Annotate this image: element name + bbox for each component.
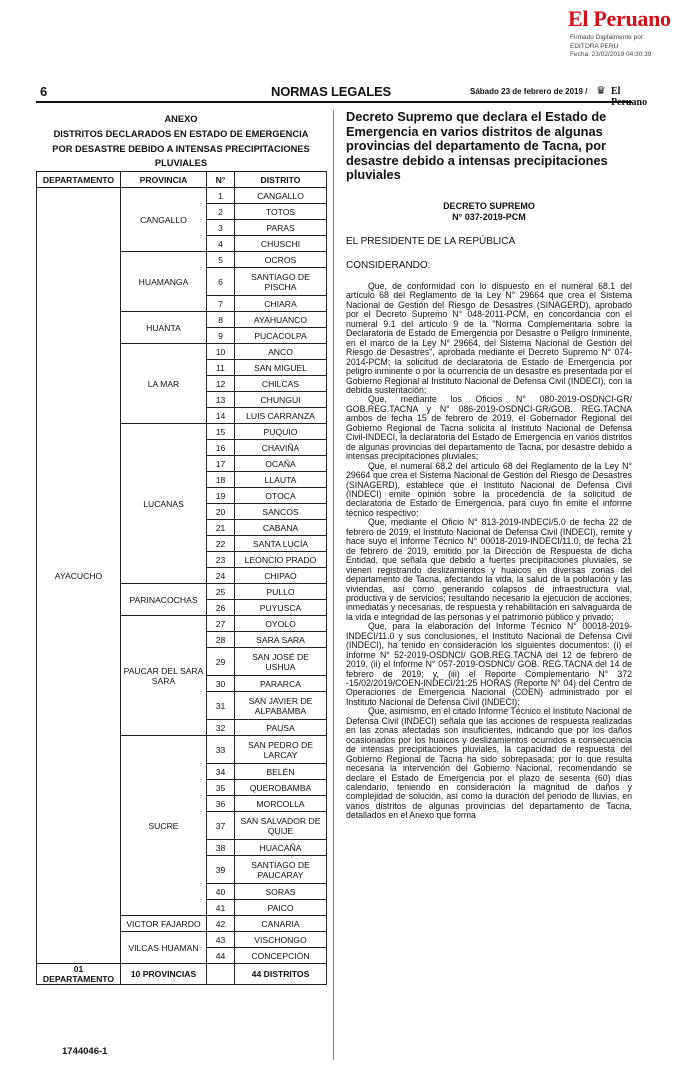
- coat-of-arms-icon: ♛: [596, 85, 606, 97]
- number-cell: 3: [207, 220, 235, 236]
- annex-heading: ANEXO: [164, 114, 198, 124]
- province-cell: HUAMANGA: [121, 252, 207, 312]
- district-cell: CHAVIÑA: [235, 440, 327, 456]
- number-cell: 29: [207, 648, 235, 676]
- number-cell: 28: [207, 632, 235, 648]
- annex-title-line: POR DESASTRE DEBIDO A INTENSAS PRECIPITACIONES: [52, 144, 310, 154]
- column-header: DISTRITO: [235, 172, 327, 188]
- annex-title-line: PLUVIALES: [154, 158, 208, 168]
- province-cell: CANGALLO: [121, 188, 207, 252]
- district-cell: SANTIAGO DE PISCHA: [235, 268, 327, 296]
- number-cell: 35: [207, 780, 235, 796]
- district-cell: LUIS CARRANZA: [235, 408, 327, 424]
- total-departments: 01 DEPARTAMENTO: [37, 964, 121, 985]
- district-cell: PAUSA: [235, 720, 327, 736]
- number-cell: 12: [207, 376, 235, 392]
- district-cell: PAICO: [235, 900, 327, 916]
- district-cell: MORCOLLA: [235, 796, 327, 812]
- digital-signature: [570, 34, 651, 60]
- district-cell: LEONCIO PRADO: [235, 552, 327, 568]
- column-header: N°: [207, 172, 235, 188]
- number-cell: 34: [207, 764, 235, 780]
- number-cell: 27: [207, 616, 235, 632]
- number-cell: 2: [207, 204, 235, 220]
- district-cell: SANTIAGO DE PAUCARAY: [235, 856, 327, 884]
- number-cell: 20: [207, 504, 235, 520]
- number-cell: 1: [207, 188, 235, 204]
- number-cell: 26: [207, 600, 235, 616]
- signature-line: EDITORA PERU: [570, 42, 619, 50]
- number-cell: 42: [207, 916, 235, 932]
- district-cell: QUEROBAMBA: [235, 780, 327, 796]
- district-cell: PUQUIO: [235, 424, 327, 440]
- number-cell: 25: [207, 584, 235, 600]
- district-cell: CHUSCHI: [235, 236, 327, 252]
- district-cell: BELÉN: [235, 764, 327, 780]
- number-cell: 40: [207, 884, 235, 900]
- district-cell: PARARCA: [235, 676, 327, 692]
- district-cell: SAN JAVIER DE ALPABAMBA: [235, 692, 327, 720]
- el-peruano-logo: El Peruano: [568, 6, 671, 31]
- number-cell: 13: [207, 392, 235, 408]
- number-cell: 9: [207, 328, 235, 344]
- district-cell: OTOCA: [235, 488, 327, 504]
- number-cell: 11: [207, 360, 235, 376]
- column-divider: [333, 110, 334, 1060]
- decree-title: Decreto Supremo que declara el Estado de Emergencia en varios distritos de algunas provincias del departamento de Tacna, por desastre debido a intensas precipitaciones pluviales: [346, 109, 608, 182]
- district-cell: CHIPAO: [235, 568, 327, 584]
- district-cell: PULLO: [235, 584, 327, 600]
- district-cell: SAN PEDRO DE LARCAY: [235, 736, 327, 764]
- signature-line: Firmado Digitalmente por:: [570, 34, 645, 41]
- page-number: 6: [40, 84, 48, 99]
- district-cell: OCROS: [235, 252, 327, 268]
- decree-paragraph: Que, para la elaboración del Informe Técnico N° 00018-2019-INDECI/11.0 y sus conclusiones, el Instituto Nacional de Defensa Civil (INDECI), ha tenido en consideración los siguientes documentos: (i) el Informe N° 52-2019-OSDNCI/ GOB.REG.TACNA del 12 de febrero de 2019, (ii) el Informe N° 057-2019-OSDNCI/ GOB. REG.TACNA del 14 de febrero de 2019; y, (iii) el Reporte Complementario N° 372 -15/02/2019/COEN-INDECI/21:25 HORAS (Reporte N° 04) del Centro de Operaciones de Emergencia Nacional (COEN) administrado por el Instituto Nacional de Defensa Civil (INDECI);: [346, 621, 632, 707]
- province-cell: PAUCAR DEL SARA SARA: [121, 616, 207, 736]
- issue-date: Sábado 23 de febrero de 2019 /: [470, 87, 588, 96]
- page-header: [36, 84, 648, 108]
- district-cell: ANCO: [235, 344, 327, 360]
- decree-body: [346, 282, 632, 821]
- decree-type: DECRETO SUPREMO: [443, 201, 535, 211]
- district-cell: SANCOS: [235, 504, 327, 520]
- total-provinces: 10 PROVINCIAS: [121, 964, 207, 985]
- district-cell: TOTOS: [235, 204, 327, 220]
- district-cell: CHUNGUI: [235, 392, 327, 408]
- district-cell: CANGALLO: [235, 188, 327, 204]
- decree-paragraph: Que, asimismo, en el citado Informe Técnico el Instituto Nacional de Defensa Civil (INDECI) señala que las acciones de respuesta realizadas en las zonas afectadas son insuficientes, indicando que por los daños ocasionados por los huaicos y deslizamientos ocurridos a consecuencia de intensas precipitaciones pluviales, la capacidad de respuesta del Gobierno Regional de Tacna ha sido sobrepasada; por lo que resulta necesaria la intervención del Gobierno Nacional, recomendando se declare el Estado de Emergencia por el plazo de sesenta (60) días calendario, teniendo en consideración la magnitud de daños y complejidad de solución, así como la duración del periodo de lluvias, en varios distritos de algunas provincias del departamento de Tacna, detallados en el Anexo que forma: [346, 706, 632, 821]
- publication-reference: 1744046-1: [62, 1046, 108, 1057]
- number-cell: 33: [207, 736, 235, 764]
- district-cell: SORAS: [235, 884, 327, 900]
- decree-number: N° 037-2019-PCM: [452, 212, 526, 222]
- district-cell: SAN JOSÉ DE USHUA: [235, 648, 327, 676]
- number-cell: 7: [207, 296, 235, 312]
- number-cell: 30: [207, 676, 235, 692]
- header-brand: El Peruano: [611, 86, 648, 108]
- district-cell: CABANA: [235, 520, 327, 536]
- number-cell: 17: [207, 456, 235, 472]
- number-cell: 44: [207, 948, 235, 964]
- number-cell: 41: [207, 900, 235, 916]
- number-cell: 10: [207, 344, 235, 360]
- number-cell: 31: [207, 692, 235, 720]
- number-cell: 37: [207, 812, 235, 840]
- table-header-row: [37, 172, 327, 188]
- signature-line: Fecha: 23/02/2019 04:30:39: [570, 51, 652, 58]
- number-cell: 21: [207, 520, 235, 536]
- province-cell: SUCRE: [121, 736, 207, 916]
- district-cell: CHILCAS: [235, 376, 327, 392]
- number-cell: 32: [207, 720, 235, 736]
- province-cell: LUCANAS: [121, 424, 207, 584]
- department-cell: AYACUCHO: [37, 188, 121, 964]
- section-title: NORMAS LEGALES: [271, 84, 391, 99]
- number-cell: 38: [207, 840, 235, 856]
- district-cell: SAN MIGUEL: [235, 360, 327, 376]
- decree-paragraph: Que, el numeral 68.2 del artículo 68 del Reglamento de la Ley N° 29664 que crea el Sistema Nacional de Gestión del Riesgo de Desastres (SINAGERD), establece que el Instituto Nacional de Defensa Civil (INDECI) emite opinión sobre la procedencia de la solicitud de declaratoria de Estado de Emergencia, para cuyo fin emite el informe técnico respectivo;: [346, 460, 632, 518]
- district-cell: HUACAÑA: [235, 840, 327, 856]
- president-line: EL PRESIDENTE DE LA REPÚBLICA: [346, 236, 516, 247]
- number-cell: 36: [207, 796, 235, 812]
- district-cell: PUCACOLPA: [235, 328, 327, 344]
- district-cell: SARA SARA: [235, 632, 327, 648]
- province-cell: LA MAR: [121, 344, 207, 424]
- number-cell: 6: [207, 268, 235, 296]
- district-cell: SAN SALVADOR DE QUIJE: [235, 812, 327, 840]
- district-cell: SANTA LUCÍA: [235, 536, 327, 552]
- district-cell: AYAHUANCO: [235, 312, 327, 328]
- number-cell: 5: [207, 252, 235, 268]
- number-cell: 8: [207, 312, 235, 328]
- annex-table: [36, 171, 327, 985]
- decree-heading: [346, 201, 632, 223]
- number-cell: 4: [207, 236, 235, 252]
- province-cell: PARINACOCHAS: [121, 584, 207, 616]
- decree-paragraph: Que, mediante el Oficio N° 813-2019-INDECI/5.0 de fecha 22 de febrero de 2019, el Instituto Nacional de Defensa Civil (INDECI), remite y hace suyo el Informe Técnico N° 00018-2019-INDECI/11.0, de fecha 21 de febrero de 2019, emitido por la Dirección de Respuesta de dicha Entidad, que señala que debido a fuertes precipitaciones pluviales, se vienen registrando deslizamientos y huaicos en diversas zonas del departamento de Tacna, afectando la vida, la salud de la población y las viviendas, así como generando colapsos de infraestructura vial, productiva y de servicios; resultando necesario la ejecución de acciones, inmediatas y necesarias, de respuesta y rehabilitación en salvaguarda de la vida e integridad de las personas y el patrimonio público y privado;: [346, 517, 632, 622]
- district-cell: CHIARA: [235, 296, 327, 312]
- decree-paragraph: Que, mediante los Oficios N° 080-2019-OSDNCI-GR/ GOB.REG.TACNA y N° 086-2019-OSDNCI-GR/GOB. REG.TACNA ambos de fecha 15 de febrero de 2019, el Gobernador Regional del Gobierno Regional de Tacna solicita al Instituto Nacional de Defensa Civil-INDECI, la declaratoria del Estado de Emergencia en varios distritos de algunas provincias del departamento de Tacna, por desastre debido a intensas precipitaciones pluviales;: [346, 394, 632, 462]
- district-cell: OCAÑA: [235, 456, 327, 472]
- total-number: [207, 964, 235, 985]
- number-cell: 39: [207, 856, 235, 884]
- number-cell: 43: [207, 932, 235, 948]
- decree-paragraph: Que, de conformidad con lo dispuesto en el numeral 68.1 del artículo 68 del Reglamento de la Ley N° 29664 que crea el Sistema Nacional de Gestión del Riesgo de Desastres (SINAGERD), aprobado por el Decreto Supremo N° 048-2011-PCM, en concordancia con el numeral 9.1 del artículo 9 de la "Norma Complementaria sobre la Declaratoria de Estado de Emergencia por Desastre o Peligro Inminente, en el marco de la Ley N° 29664, del Sistema Nacional de Gestión del Riesgo de Desastres", aprobada mediante el Decreto Supremo N° 074-2014-PCM; la solicitud de declaratoria de Estado de Emergencia por peligro inminente o por la ocurrencia de un desastre es presentada por el Gobierno Regional al Instituto Nacional de Defensa Civil (INDECI), con la debida sustentación;: [346, 281, 632, 395]
- number-cell: 22: [207, 536, 235, 552]
- province-cell: VICTOR FAJARDO: [121, 916, 207, 932]
- district-cell: CANARIA: [235, 916, 327, 932]
- total-districts: 44 DISTRITOS: [235, 964, 327, 985]
- district-cell: PARAS: [235, 220, 327, 236]
- number-cell: 18: [207, 472, 235, 488]
- column-header: DEPARTAMENTO: [37, 172, 121, 188]
- annex-table-body: [37, 188, 327, 964]
- totals-row: [37, 964, 327, 985]
- province-cell: HUANTA: [121, 312, 207, 344]
- number-cell: 24: [207, 568, 235, 584]
- annex-title-line: DISTRITOS DECLARADOS EN ESTADO DE EMERGENCIA: [53, 129, 309, 139]
- district-cell: CONCEPCIÓN: [235, 948, 327, 964]
- district-cell: PUYUSCA: [235, 600, 327, 616]
- district-cell: LLAUTA: [235, 472, 327, 488]
- considering-line: CONSIDERANDO:: [346, 260, 431, 271]
- district-cell: OYOLO: [235, 616, 327, 632]
- number-cell: 16: [207, 440, 235, 456]
- number-cell: 14: [207, 408, 235, 424]
- district-cell: VISCHONGO: [235, 932, 327, 948]
- table-row: [37, 188, 327, 204]
- province-cell: VILCAS HUAMAN: [121, 932, 207, 964]
- number-cell: 15: [207, 424, 235, 440]
- number-cell: 19: [207, 488, 235, 504]
- column-header: PROVINCIA: [121, 172, 207, 188]
- number-cell: 23: [207, 552, 235, 568]
